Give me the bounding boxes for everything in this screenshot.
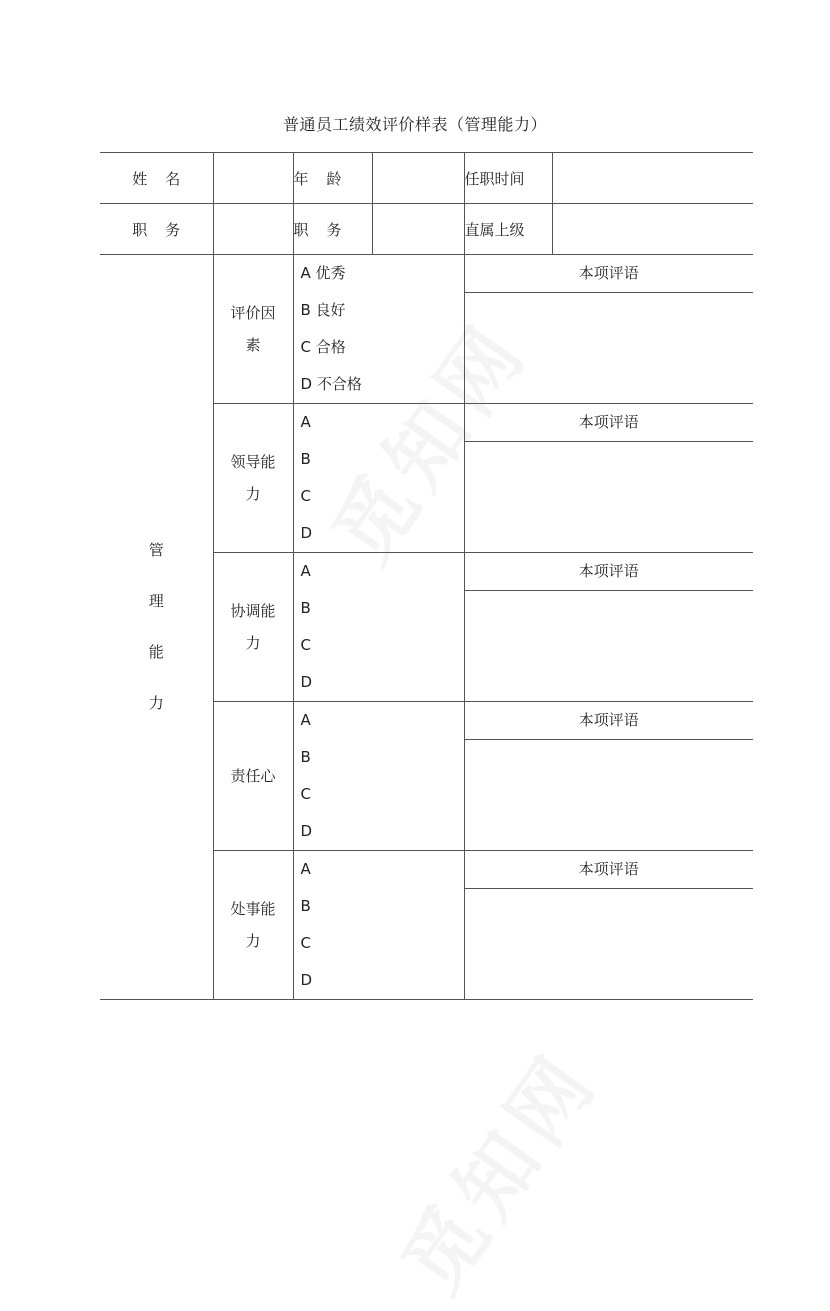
supervisor-value-cell[interactable] bbox=[552, 204, 753, 255]
supervisor-label: 直属上级 bbox=[464, 204, 552, 255]
factor-label bbox=[213, 255, 293, 404]
name-value-cell[interactable] bbox=[213, 153, 293, 204]
factor-line: 力 bbox=[245, 634, 261, 652]
grade-option[interactable]: D bbox=[300, 971, 313, 989]
factor-label bbox=[213, 553, 293, 702]
factor-line: 素 bbox=[245, 336, 261, 354]
grade-option[interactable]: C bbox=[300, 934, 311, 952]
factor-line: 领导能 bbox=[230, 453, 276, 471]
header-row-1 bbox=[100, 153, 753, 204]
comment-input-area[interactable] bbox=[465, 889, 754, 999]
tenure-value-cell[interactable] bbox=[552, 153, 753, 204]
grade-option[interactable]: A 优秀 bbox=[300, 264, 346, 282]
grade-option[interactable]: B bbox=[300, 450, 311, 468]
comment-header: 本项评语 bbox=[465, 255, 754, 293]
category-char: 能 bbox=[148, 643, 164, 661]
grade-options bbox=[293, 702, 464, 851]
comment-header: 本项评语 bbox=[465, 851, 754, 889]
grade-option[interactable]: D bbox=[300, 524, 313, 542]
comment-input-area[interactable] bbox=[465, 740, 754, 850]
comment-input-area[interactable] bbox=[465, 293, 754, 403]
grade-option[interactable]: B bbox=[300, 599, 311, 617]
tenure-label: 任职时间 bbox=[464, 153, 552, 204]
age-value-cell[interactable] bbox=[372, 153, 464, 204]
grade-option[interactable]: A bbox=[300, 413, 311, 431]
comment-input-area[interactable] bbox=[465, 591, 754, 701]
position-2-value-cell[interactable] bbox=[372, 204, 464, 255]
grade-option[interactable]: B 良好 bbox=[300, 301, 346, 319]
grade-options bbox=[293, 404, 464, 553]
factor-label bbox=[213, 851, 293, 1000]
watermark-bottom bbox=[370, 1024, 619, 1311]
grade-option[interactable]: C bbox=[300, 785, 311, 803]
grade-option[interactable]: B bbox=[300, 897, 311, 915]
grade-option[interactable]: A bbox=[300, 711, 311, 729]
category-char: 管 bbox=[148, 541, 164, 559]
comment-header: 本项评语 bbox=[465, 702, 754, 740]
age-label: 年龄 bbox=[293, 153, 372, 204]
factor-label bbox=[213, 702, 293, 851]
header-row-2 bbox=[100, 204, 753, 255]
comment-header: 本项评语 bbox=[465, 404, 754, 442]
grade-option[interactable]: A bbox=[300, 562, 311, 580]
position-label-2: 职务 bbox=[293, 204, 372, 255]
grade-option[interactable]: A bbox=[300, 860, 311, 878]
comment-cell bbox=[464, 851, 753, 1000]
name-label: 姓名 bbox=[100, 153, 213, 204]
comment-cell bbox=[464, 404, 753, 553]
factor-line: 力 bbox=[245, 485, 261, 503]
category-label bbox=[100, 255, 213, 1000]
comment-input-area[interactable] bbox=[465, 442, 754, 552]
factor-line: 责任心 bbox=[230, 767, 276, 785]
category-char: 力 bbox=[148, 694, 164, 712]
factor-line: 力 bbox=[245, 932, 261, 950]
grade-option[interactable]: C 合格 bbox=[300, 338, 346, 356]
comment-header: 本项评语 bbox=[465, 553, 754, 591]
grade-options bbox=[293, 851, 464, 1000]
grade-option[interactable]: C bbox=[300, 487, 311, 505]
grade-option[interactable]: C bbox=[300, 636, 311, 654]
comment-cell bbox=[464, 702, 753, 851]
section-row bbox=[100, 255, 753, 404]
category-char: 理 bbox=[148, 592, 164, 610]
factor-line: 评价因 bbox=[230, 304, 276, 322]
grade-option[interactable]: D bbox=[300, 673, 313, 691]
grade-options bbox=[293, 255, 464, 404]
grade-option[interactable]: B bbox=[300, 748, 311, 766]
factor-line: 处事能 bbox=[230, 900, 276, 918]
comment-cell bbox=[464, 553, 753, 702]
grade-options bbox=[293, 553, 464, 702]
position-label: 职务 bbox=[100, 204, 213, 255]
grade-option[interactable]: D 不合格 bbox=[300, 375, 362, 393]
evaluation-form-table bbox=[100, 152, 753, 1000]
grade-option[interactable]: D bbox=[300, 822, 313, 840]
position-value-cell[interactable] bbox=[213, 204, 293, 255]
page-title: 普通员工绩效评价样表（管理能力） bbox=[282, 115, 547, 134]
factor-line: 协调能 bbox=[230, 602, 276, 620]
comment-cell bbox=[464, 255, 753, 404]
factor-label bbox=[213, 404, 293, 553]
